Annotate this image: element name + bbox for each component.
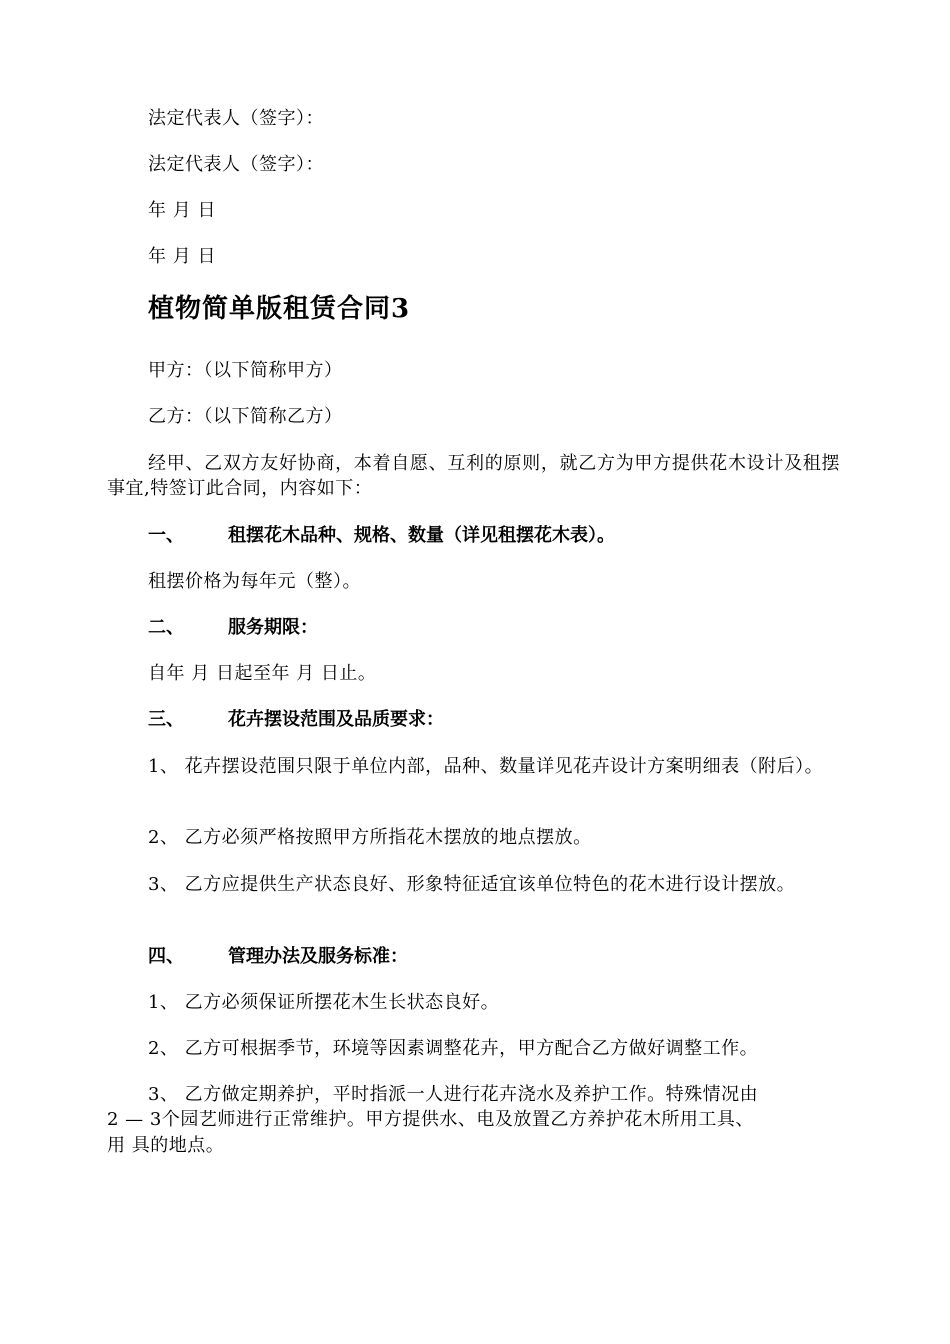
section-number: 一、 (148, 525, 184, 546)
section-title: 服务期限： (228, 617, 318, 638)
section-heading-3 (148, 708, 444, 732)
section-1-body-1: 租摆价格为每年元（整）。 (148, 571, 361, 592)
section-4-item-3-line-2: 2 — 3个园艺师进行正常维护。甲方提供水、电及放置乙方养护花木所用工具、 (107, 1109, 754, 1130)
section-number: 二、 (148, 617, 184, 638)
section-4-item-3-line-1: 3、 乙方做定期养护，平时指派一人进行花卉浇水及养护工作。特殊情况由 (148, 1084, 759, 1105)
section-3-item-1: 1、 花卉摆设范围只限于单位内部，品种、数量详见花卉设计方案明细表（附后）。 (148, 756, 824, 777)
contract-title: 植物简单版租赁合同3 (148, 294, 411, 324)
signature-line-b: 法定代表人（签字）： (148, 154, 324, 175)
section-3-item-2: 2、 乙方必须严格按照甲方所指花木摆放的地点摆放。 (148, 827, 592, 848)
intro-paragraph: 经甲、乙双方友好协商，本着自愿、互利的原则，就乙方为甲方提供花木设计及租摆事宜,特签订此合同，内容如下： (107, 453, 840, 499)
section-number: 四、 (148, 946, 184, 967)
section-4-item-2: 2、 乙方可根据季节，环境等因素调整花卉，甲方配合乙方做好调整工作。 (148, 1038, 759, 1059)
date-line-b: 年 月 日 (148, 246, 216, 267)
section-heading-4 (148, 945, 408, 969)
section-title: 租摆花木品种、规格、数量（详见租摆花木表）。 (228, 525, 615, 546)
section-4-item-3-line-3: 用 具的地点。 (107, 1135, 225, 1156)
signature-line-a: 法定代表人（签字）： (148, 108, 324, 129)
party-a: 甲方：（以下简称甲方） (148, 360, 343, 381)
section-heading-2 (148, 616, 318, 640)
section-4-item-1: 1、 乙方必须保证所摆花木生长状态良好。 (148, 992, 500, 1013)
party-b: 乙方：（以下简称乙方） (148, 406, 343, 427)
section-2-body-1: 自年 月 日起至年 月 日止。 (148, 663, 377, 684)
section-number: 三、 (148, 709, 184, 730)
section-title: 花卉摆设范围及品质要求： (228, 709, 444, 730)
section-3-item-3: 3、 乙方应提供生产状态良好、形象特征适宜该单位特色的花木进行设计摆放。 (148, 874, 796, 895)
section-heading-1 (148, 524, 615, 548)
date-line-a: 年 月 日 (148, 200, 216, 221)
section-title: 管理办法及服务标准： (228, 946, 408, 967)
